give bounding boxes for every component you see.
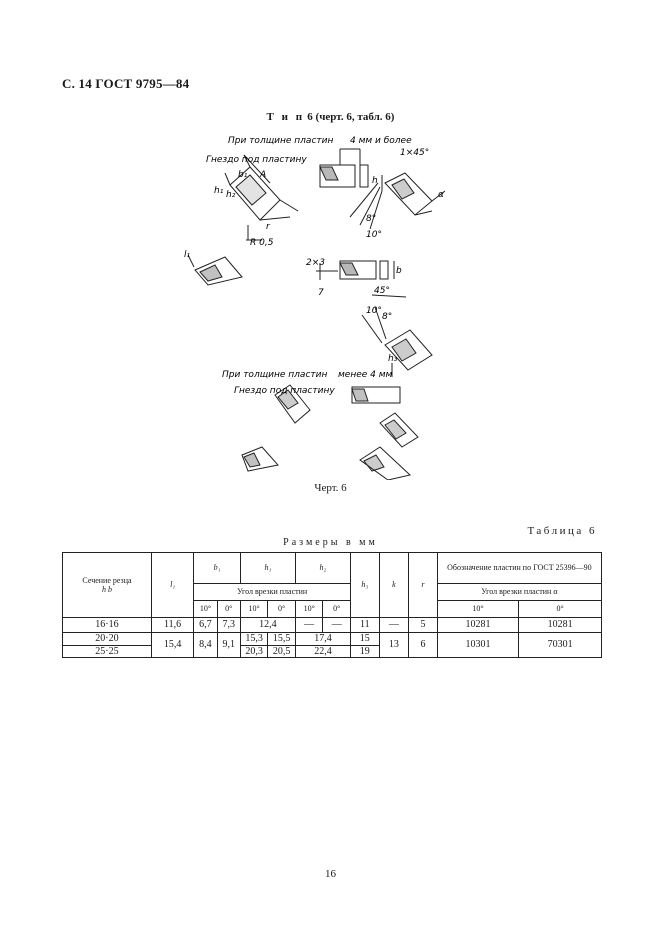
- dim-10deg-b: 10°: [366, 306, 382, 316]
- dim-A: A: [260, 170, 267, 180]
- holder-upper-left: [225, 155, 298, 240]
- holder-middle-left: [188, 255, 242, 285]
- holder-lower-left: [242, 385, 310, 471]
- holder-middle-center: [316, 261, 394, 280]
- dim-8deg-b: 8°: [382, 312, 393, 322]
- col-l1: l₁: [151, 553, 193, 618]
- dim-45deg: 45°: [374, 286, 390, 296]
- type-title: [0, 111, 661, 123]
- dim-1x45: 1×45°: [400, 148, 430, 158]
- type-title-rest: 6 (черт. 6, табл. 6): [304, 111, 395, 123]
- table-row: 20·20 15,4 8,4 9,1 15,3 15,5 17,4 15 13 6 10301 70301: [63, 633, 602, 646]
- dim-b1: b₁: [238, 170, 248, 180]
- col-h3: h₃: [350, 553, 379, 618]
- holder-lower-right: [352, 387, 418, 480]
- plate-angle-group: Угол врезки пластин α: [437, 584, 601, 601]
- table-units: Размеры в мм: [283, 537, 378, 548]
- col-h2: h₂: [295, 553, 350, 584]
- col-h1: h₁: [240, 553, 295, 584]
- label-thin-value: менее 4 мм: [338, 370, 393, 380]
- dim-h3: h₃: [388, 354, 398, 364]
- plate-0: 0°: [519, 601, 602, 618]
- socket-label-2: Гнездо под пластину: [234, 386, 335, 396]
- h1-0: 0°: [268, 601, 296, 618]
- col-r: r: [409, 553, 438, 618]
- b1-10: 10°: [194, 601, 217, 618]
- figure-caption: Черт. 6: [314, 482, 347, 494]
- dim-alpha: α: [438, 190, 444, 200]
- dim-7: 7: [318, 288, 324, 298]
- dim-h2: h₂: [226, 190, 236, 200]
- dim-8deg: 8°: [366, 214, 377, 224]
- dim-h: h: [372, 176, 378, 186]
- label-thin: При толщине пластин: [222, 370, 328, 380]
- page-header: С. 14 ГОСТ 9795—84: [62, 76, 190, 91]
- socket-label-1: Гнездо под пластину: [206, 155, 307, 165]
- col-plate-designation: Обозначение пластин по ГОСТ 25396—90: [437, 553, 601, 584]
- dim-2x3: 2×3: [306, 258, 325, 268]
- col-k: k: [379, 553, 409, 618]
- page-number: 16: [325, 868, 336, 880]
- dim-h1: h₁: [214, 186, 224, 196]
- dim-10deg: 10°: [366, 230, 382, 240]
- plate-10: 10°: [437, 601, 519, 618]
- dim-R05: R 0,5: [250, 238, 274, 248]
- label-thick-value: 4 мм и более: [350, 136, 412, 146]
- type-title-prefix: Т и п: [266, 111, 305, 123]
- h2-10: 10°: [295, 601, 323, 618]
- table-row: 16·16 11,6 6,7 7,3 12,4 — — 11 — 5 10281 10281: [63, 618, 602, 633]
- dim-b: b: [396, 266, 402, 276]
- dimensions-table: [62, 552, 602, 658]
- h2-0: 0°: [323, 601, 351, 618]
- table-row: 25·25 20,3 20,5 22,4 19: [63, 645, 602, 658]
- angle-group: Угол врезки пластин: [194, 584, 351, 601]
- table-label: Таблица 6: [527, 525, 597, 537]
- col-b1: b₁: [194, 553, 241, 584]
- dim-l1: l₁: [184, 250, 191, 260]
- b1-0: 0°: [217, 601, 240, 618]
- holder-upper-right: [320, 149, 445, 229]
- label-thick: При толщине пластин: [228, 136, 334, 146]
- technical-drawing: [170, 125, 470, 480]
- col-section: Сечение резца h b: [63, 553, 152, 618]
- h1-10: 10°: [240, 601, 268, 618]
- dim-r: r: [266, 222, 270, 232]
